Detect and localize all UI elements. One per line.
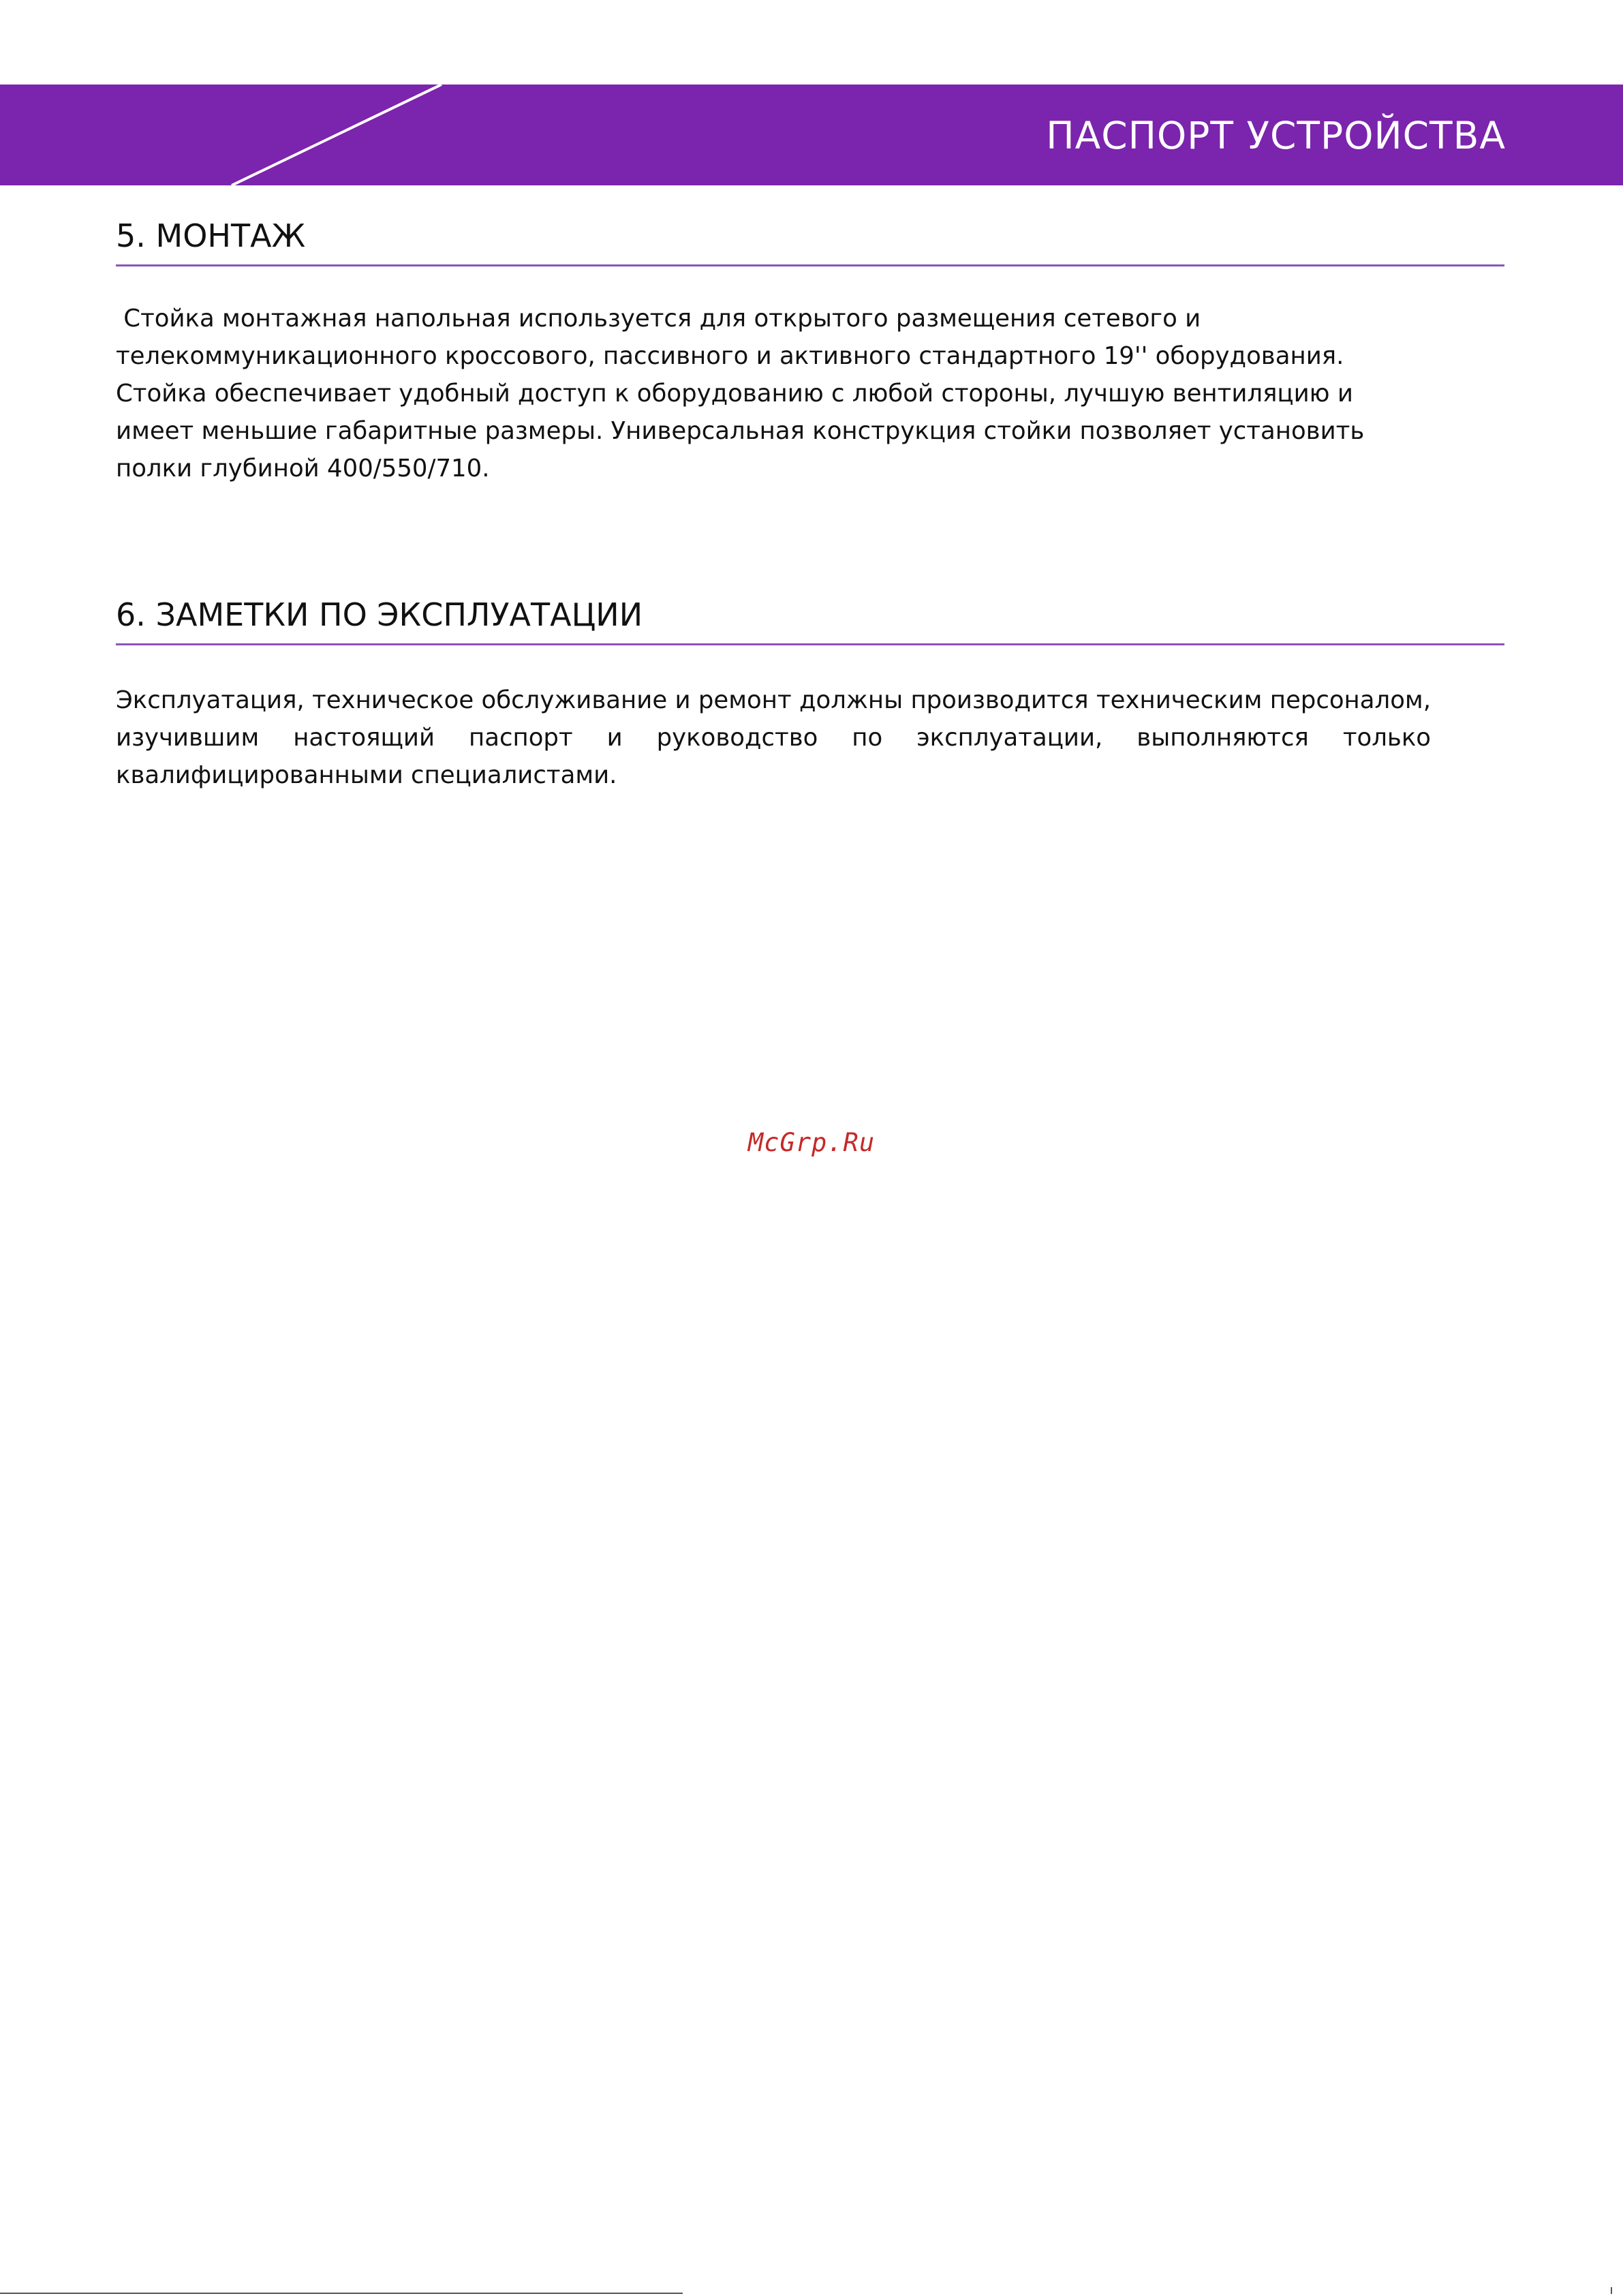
- section-divider: [116, 264, 1504, 266]
- section-divider: [116, 643, 1504, 645]
- section-heading-mounting: 5. МОНТАЖ: [116, 217, 306, 254]
- watermark-text: McGrp.Ru: [747, 1128, 876, 1157]
- section-body-operation-notes: Эксплуатация, техническое обслуживание и ремонт должны производится техническим персоналом, изучившим настоящий паспорт и руководство по эксплуатации, выполняются только квалифицированными специалистами.: [116, 686, 1431, 789]
- document-title: ПАСПОРТ УСТРОЙСТВА: [1046, 114, 1506, 157]
- footer-tick-mark: [1611, 2287, 1612, 2294]
- footer-divider: [0, 2293, 683, 2294]
- section-heading-operation-notes: 6. ЗАМЕТКИ ПО ЭКСПЛУАТАЦИИ: [116, 596, 643, 633]
- section-body-mounting: Стойка монтажная напольная используется для открытого размещения сетевого и телекоммуникационного кроссового, пассивного и активного стандартного 19'' оборудования. Стойка обеспечивает удобный доступ к оборудованию с любой стороны, лучшую вентиляцию и имеет меньшие габаритные размеры. Универсальная конструкция стойки позволяет установить полки глубиной 400/550/710.: [116, 305, 1372, 483]
